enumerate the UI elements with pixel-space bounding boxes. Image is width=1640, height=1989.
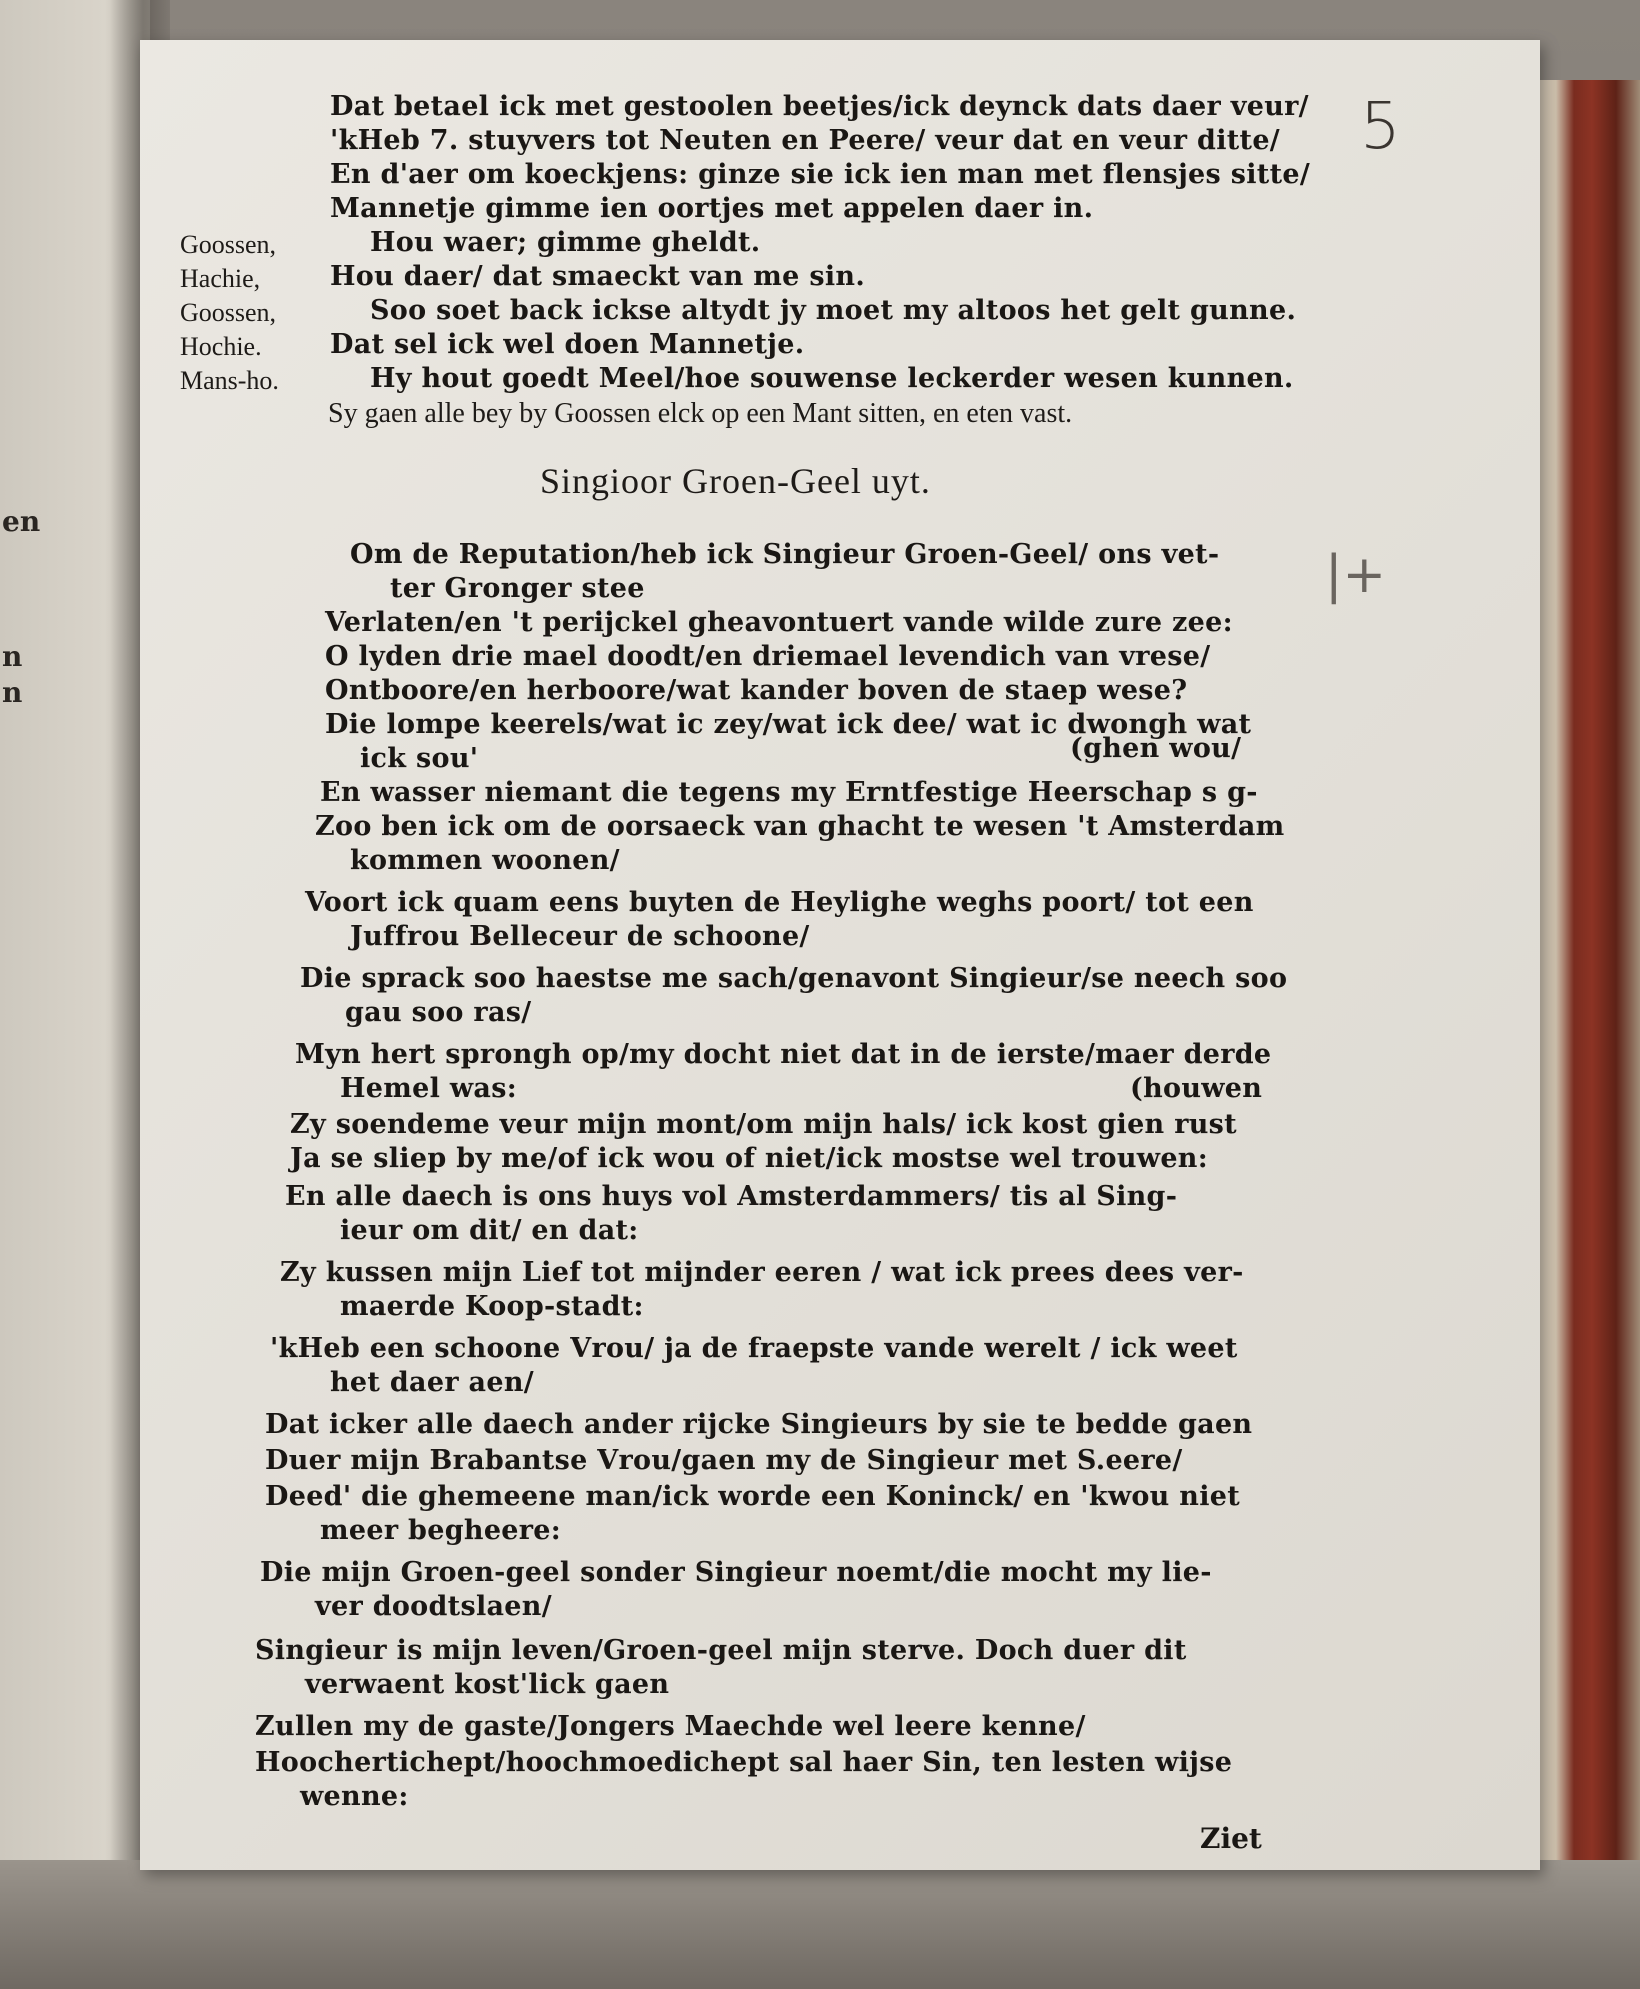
- monologue-line: Juffrou Belleceur de schoone/: [350, 921, 810, 952]
- dialogue-line: Soo soet back ickse altydt jy moet my altoos het gelt gunne.: [370, 295, 1297, 326]
- monologue-line: kommen woonen/: [350, 845, 620, 876]
- monologue-line: Om de Reputation/heb ick Singieur Groen-Geel/ ons vet-: [350, 539, 1220, 570]
- monologue-line: het daer aen/: [330, 1367, 534, 1398]
- speaker-name: Goossen,: [180, 298, 277, 327]
- stage-direction: Sy gaen alle bey by Goossen elck op een Mant sitten, en eten vast.: [328, 398, 1073, 429]
- table-surface: [0, 1860, 1640, 1989]
- monologue-line: Singieur is mijn leven/Groen-geel mijn sterve. Doch duer dit: [255, 1635, 1187, 1666]
- printed-page: [140, 40, 1540, 1870]
- monologue-line: ter Gronger stee: [390, 573, 645, 604]
- left-page-fragment: n: [2, 640, 23, 673]
- pencil-annotation: |+: [1325, 545, 1387, 605]
- speaker-name: Goossen,: [180, 230, 277, 259]
- dialogue-line: Dat sel ick wel doen Mannetje.: [330, 329, 805, 360]
- speaker-name: Hochie.: [180, 332, 262, 361]
- monologue-line: Zy soendeme veur mijn mont/om mijn hals/ ick kost gien rust: [290, 1109, 1237, 1140]
- monologue-line: Zullen my de gaste/Jongers Maechde wel leere kenne/: [255, 1711, 1086, 1742]
- monologue-line: (houwen: [1130, 1073, 1263, 1104]
- monologue-line: O lyden drie mael doodt/en driemael levendich van vrese/: [325, 641, 1211, 672]
- dialogue-line: 'kHeb 7. stuyvers tot Neuten en Peere/ veur dat en veur ditte/: [330, 125, 1280, 156]
- monologue-line: ver doodtslaen/: [315, 1591, 552, 1622]
- monologue-line: maerde Koop-stadt:: [340, 1291, 644, 1322]
- monologue-line: (ghen wou/: [1070, 733, 1242, 764]
- monologue-line: Die mijn Groen-geel sonder Singieur noemt/die mocht my lie-: [260, 1557, 1212, 1588]
- monologue-line: Die sprack soo haestse me sach/genavont Singieur/se neech soo: [300, 963, 1288, 994]
- monologue-line: Ontboore/en herboore/wat kander boven de staep wese?: [325, 675, 1188, 706]
- monologue-line: Duer mijn Brabantse Vrou/gaen my de Singieur met S.eere/: [265, 1445, 1183, 1476]
- monologue-line: gau soo ras/: [345, 997, 532, 1028]
- monologue-line: wenne:: [300, 1781, 409, 1812]
- dialogue-line: Hou daer/ dat smaeckt van me sin.: [330, 261, 866, 292]
- catchword: Ziet: [1200, 1822, 1262, 1855]
- dialogue-line: Hy hout goedt Meel/hoe souwense leckerder wesen kunnen.: [370, 363, 1294, 394]
- monologue-line: 'kHeb een schoone Vrou/ ja de fraepste vande werelt / ick weet: [270, 1333, 1238, 1364]
- monologue-line: Voort ick quam eens buyten de Heylighe weghs poort/ tot een: [305, 887, 1254, 918]
- dialogue-line: En d'aer om koeckjens: ginze sie ick ien man met flensjes sitte/: [330, 159, 1310, 190]
- monologue-line: Myn hert sprongh op/my docht niet dat in de ierste/maer derde: [295, 1039, 1272, 1070]
- dialogue-line: Dat betael ick met gestoolen beetjes/ick deynck dats daer veur/: [330, 91, 1309, 122]
- speaker-name: Mans-ho.: [180, 366, 279, 395]
- monologue-line: Verlaten/en 't perijckel gheavontuert vande wilde zure zee:: [325, 607, 1233, 638]
- monologue-line: Dat icker alle daech ander rijcke Singieurs by sie te bedde gaen: [265, 1409, 1253, 1440]
- dialogue-line: Hou waer; gimme gheldt.: [370, 227, 761, 258]
- speaker-name: Hachie,: [180, 264, 261, 293]
- monologue-line: ick sou': [360, 743, 479, 774]
- left-page-fragment: n: [2, 676, 23, 709]
- monologue-line: En wasser niemant die tegens my Erntfestige Heerschap s g-: [320, 777, 1258, 808]
- section-heading: Singioor Groen-Geel uyt.: [540, 461, 931, 501]
- left-page-fragment: en: [2, 505, 41, 538]
- monologue-line: Deed' die ghemeene man/ick worde een Koninck/ en 'kwou niet: [265, 1481, 1241, 1512]
- monologue-line: meer begheere:: [320, 1515, 562, 1546]
- monologue-line: verwaent kost'lick gaen: [305, 1669, 670, 1700]
- monologue-line: Die lompe keerels/wat ic zey/wat ick dee/ wat ic dwongh wat: [325, 709, 1252, 740]
- monologue-line: Hemel was:: [340, 1073, 517, 1104]
- page-number: 5: [1360, 90, 1401, 164]
- monologue-line: Ja se sliep by me/of ick wou of niet/ick mostse wel trouwen:: [290, 1143, 1208, 1174]
- dialogue-line: Mannetje gimme ien oortjes met appelen daer in.: [330, 193, 1094, 224]
- monologue-line: ieur om dit/ en dat:: [340, 1215, 639, 1246]
- monologue-line: Zoo ben ick om de oorsaeck van ghacht te wesen 't Amsterdam: [315, 811, 1285, 842]
- monologue-line: En alle daech is ons huys vol Amsterdammers/ tis al Sing-: [285, 1181, 1178, 1212]
- monologue-line: Zy kussen mijn Lief tot mijnder eeren / wat ick prees dees ver-: [280, 1257, 1244, 1288]
- monologue-line: Hoochertichept/hoochmoedichept sal haer Sin, ten lesten wijse: [255, 1747, 1233, 1778]
